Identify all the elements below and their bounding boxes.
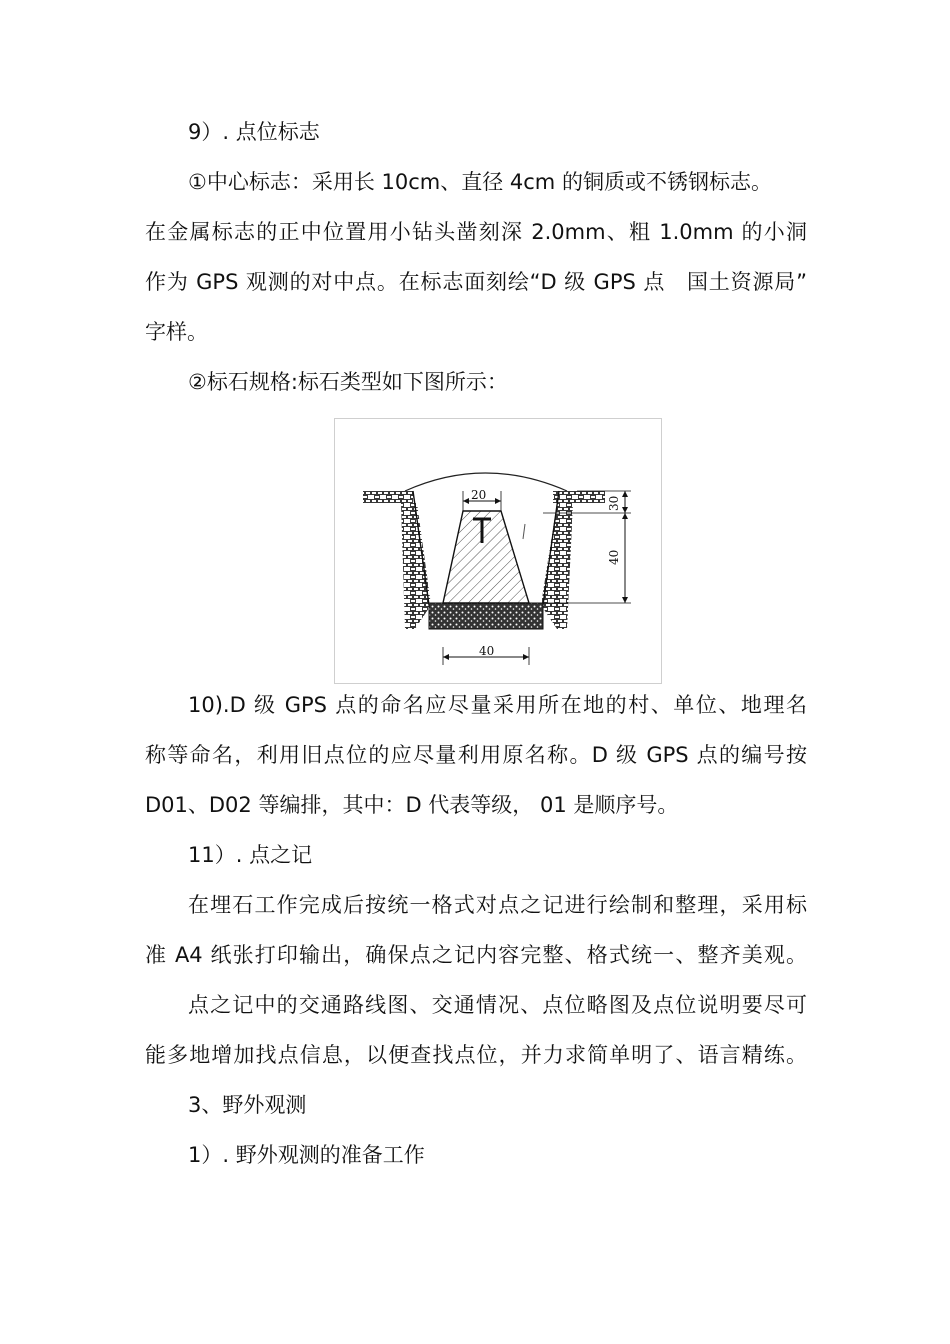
paragraph-line: 点之记中的交通路线图、交通情况、点位略图及点位说明要尽可 [188,993,807,1017]
pit-wall-left [401,503,431,629]
monument-cross-section [335,419,661,683]
ground-surface-left [363,491,413,503]
heading-point-marker: 9）. 点位标志 [188,120,320,144]
ground-surface-right [553,491,605,503]
arrow-head [622,597,628,603]
paragraph-line: 10).D 级 GPS 点的命名应尽量采用所在地的村、单位、地理名 [188,693,807,717]
arrow-head [622,507,628,513]
arrow-head [523,654,529,660]
paragraph-line: D01、D02 等编排，其中：D 代表等级， 01 是顺序号。 [145,793,679,817]
paragraph-line: 能多地增加找点信息，以便查找点位，并力求简单明了、语言精练。 [145,1043,807,1067]
heading-observation-preparation: 1）. 野外观测的准备工作 [188,1143,425,1167]
paragraph-line: 准 A4 纸张打印输出，确保点之记内容完整、格式统一、整齐美观。 [145,943,807,967]
monument-diagram [334,418,662,684]
arrow-head [443,654,449,660]
arrow-head [622,513,628,519]
monument-stone [443,511,529,603]
arrow-head [495,498,501,504]
paragraph-line: 字样。 [145,320,208,344]
depth-top-label: 30 [607,495,621,511]
paragraph-line: 作为 GPS 观测的对中点。在标志面刻绘“D 级 GPS 点 国土资源局” [145,270,807,294]
heading-field-observation: 3、野外观测 [188,1093,307,1117]
top-width-label: 20 [471,488,487,502]
paragraph-line: 在埋石工作完成后按统一格式对点之记进行绘制和整理，采用标 [188,893,807,917]
pit-wall-right [541,503,573,629]
arrow-head [463,498,469,504]
bottom-width-label: 40 [479,644,495,658]
paragraph-line: 在金属标志的正中位置用小钻头凿刻深 2.0mm、粗 1.0mm 的小洞 [145,220,807,244]
paragraph-line: ②标石规格:标石类型如下图所示： [188,370,508,394]
arrow-head [622,491,628,497]
depth-label: 40 [607,549,621,565]
paragraph-line: 称等命名，利用旧点位的应尽量利用原名称。D 级 GPS 点的编号按 [145,743,807,767]
paragraph-line: ①中心标志：采用长 10cm、直径 4cm 的铜质或不锈钢标志。 [188,170,772,194]
annotation-mark [523,524,525,539]
gravel-base [429,603,543,629]
heading-point-record: 11）. 点之记 [188,843,313,867]
